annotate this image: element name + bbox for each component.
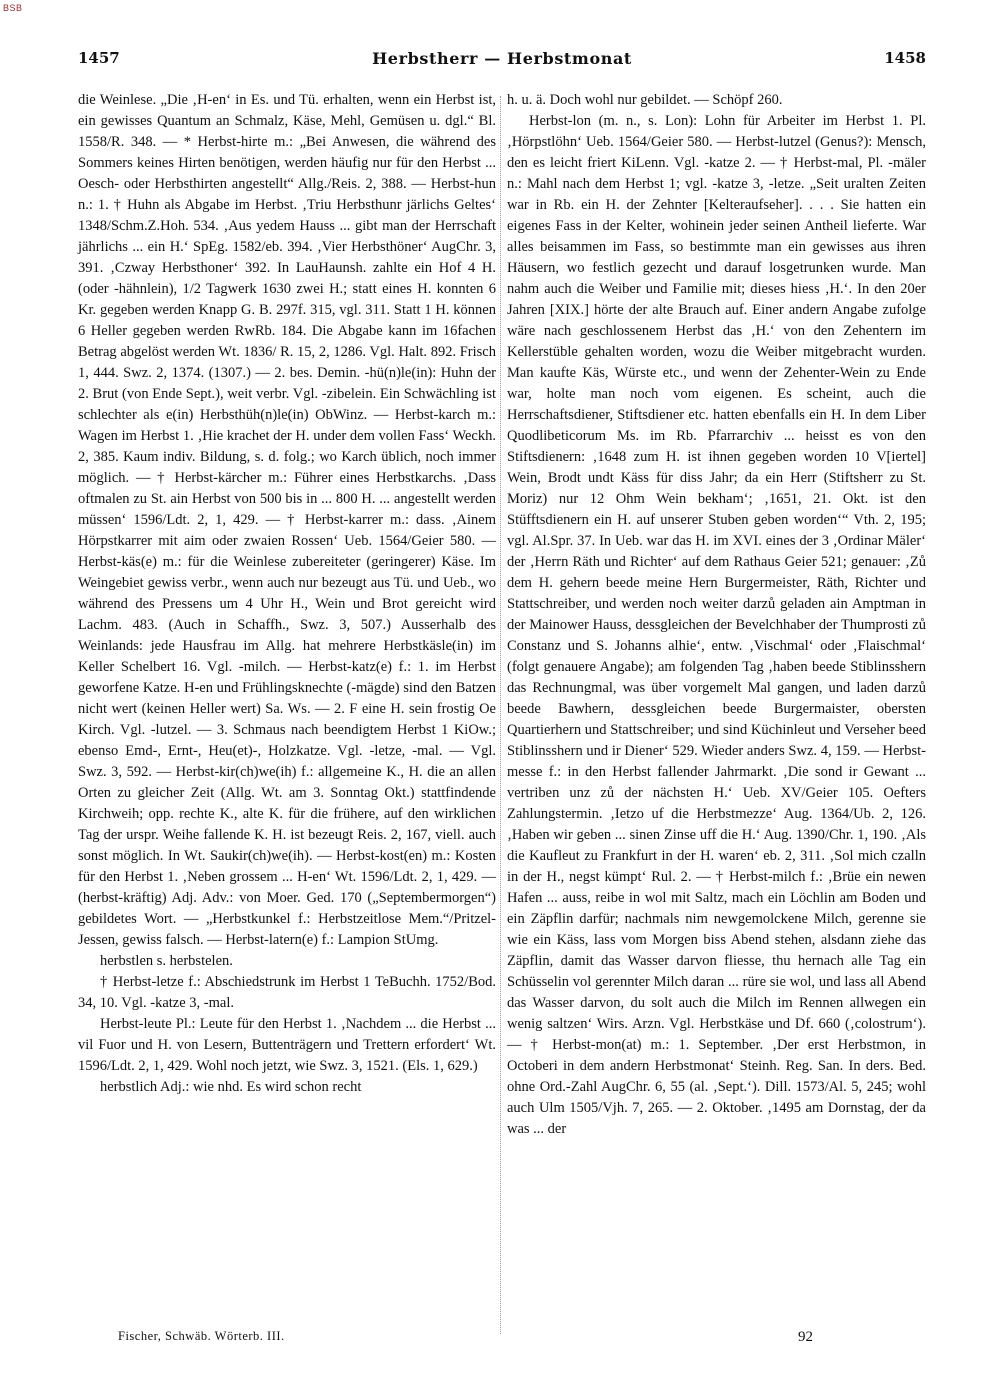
- entry-paragraph: † Herbst-letze f.: Abschiedstrunk im Herbst 1 TeBuchh. 1752/Bod. 34, 10. Vgl. -katze 3, -mal.: [78, 974, 496, 1011]
- right-column: [507, 90, 926, 1140]
- entry-paragraph: herbstlen s. herbstelen.: [100, 953, 233, 969]
- page-footer: [78, 1329, 926, 1351]
- page-header: [78, 49, 926, 73]
- entry-paragraph: herbstlich Adj.: wie nhd. Es wird schon recht: [100, 1079, 362, 1095]
- entry-paragraph: h. u. ä. Doch wohl nur gebildet. — Schöpf 260.: [507, 92, 783, 108]
- library-stamp: BSB: [3, 3, 23, 13]
- left-column: [78, 90, 496, 1098]
- sheet-number: 92: [798, 1329, 813, 1345]
- page-number-right: 1458: [884, 49, 926, 67]
- entry-paragraph: die Weinlese. „Die ‚H-en‘ in Es. und Tü. erhalten, wenn ein Herbst ist, ein gewisses Quantum an Schmalz, Käse, Mehl, Gemüsen u. dgl.“ Bl. 1558/R. 348. — * Herbst-hirte m.: „Bei Anwesen, die während des Sommers keines Hirten benötigen, werden häufig nur für den Herbst ... Oesch- oder Herbsthirten angestellt“ Allg./Reis. 2, 388. — Herbst-hun n.: 1. † Huhn als Abgabe im Herbst. ‚Triu Herbsthunr järlichs Geltes‘ 1348/Schm.Z.Hoh. 534. ‚Aus yedem Hauss ... gibt man der Herrschaft jährlichs ... ein H.‘ SpEg. 1582/eb. 394. ‚Vier Herbsthöner‘ AugChr. 3, 391. ‚Czway Herbsthoner‘ 392. In LauHaunsh. zahlte ein Hof 4 H. (oder -hähnlein), 1/2 Tagwerk 1630 zwei H.; statt eines H. konnten 6 Kr. gegeben werden Knapp G. B. 297f. 315, vgl. 311. Statt 1 H. können 6 Heller gegeben werden RwRb. 184. Die Abgabe kann im 16fachen Betrag abgelöst werden Wt. 1836/ R. 15, 2, 1286. Vgl. Halt. 892. Frisch 1, 444. Swz. 2, 1374. (1307.) — 2. bes. Demin. -hü(n)le(in): Huhn der 2. Brut (von Ende Sept.), weit verbr. Vgl. -zibelein. Ein Schwächling ist schlechter als e(in) Herbsthüh(n)le(in) ObWinz. — Herbst-karch m.: Wagen im Herbst 1. ‚Hie krachet der H. under dem vollen Fass‘ Weckh. 2, 385. Kaum indiv. Bildung, s. d. folg.; wo Karch üblich, noch immer möglich. — † Herbst-kärcher m.: Führer eines Herbstkarchs. ‚Dass oftmalen zu St. ain Herbst von 500 bis in ... 800 H. ... angestellt werden müssen‘ 1596/Ldt. 2, 1, 429. — † Herbst-karrer m.: dass. ‚Ainem Hörpstkarrer mit aim oder zwaien Rossen‘ Ueb. 1564/Geier 580. — Herbst-käs(e) m.: für die Weinlese zubereiteter (geringerer) Käse. Im Weingebiet gewiss verbr., wenn auch nur bezeugt aus Tü. und Ueb., wo während des Pressens um 4 Uhr H., Wein und Brot gereicht wird Lachm. 483. (Auch in Schaffh., Swz. 3, 507.) Ausserhalb des Weinlands: jede Hausfrau im Allg. hat mehrere Herbstkäsle(in) im Keller Schelbert 16. Vgl. -milch. — Herbst-katz(e) f.: 1. im Herbst geworfene Katze. H-en und Frühlingsknechte (-mägde) sind den Batzen nicht wert (keinen Heller wert) Sa. Ws. — 2. F eine H. sein frostig Oe Kirch. Vgl. -lutzel. — 3. Schmaus nach beendigtem Herbst 1 KiOw.; ebenso Emd-, Ernt-, Heu(et)-, Holzkatze. Vgl. -letze, -mal. — Vgl. Swz. 3, 592. — Herbst-kir(ch)we(ih) f.: allgemeine K., H. die an allen Orten zu gleicher Zeit (Allg. Wt. am 3. Sonntag Okt.) stattfindende Kirchweih; opp. rechte K., alte K. für die frühere, auf den wirklichen Tag der urspr. Weihe fallende K. H. ist bezeugt Reis. 2, 167, viell. auch sonst möglich. In Wt. Saukir(ch)we(ih). — Herbst-kost(en) m.: Kosten für den Herbst 1. ‚Neben grossem ... H-en‘ Wt. 1596/Ldt. 2, 1, 429. — (herbst-kräftig) Adj. Adv.: von Moer. Ged. 170 („Septembermorgen“) gebildetes Wort. — „Herbstkunkel f.: Herbstzeitlose Mem.“/Pritzel-Jessen, gewiss falsch. — Herbst-latern(e) f.: Lampion StUmg.: [78, 92, 496, 948]
- page-number-left: 1457: [78, 49, 120, 67]
- entry-paragraph: Herbst-leute Pl.: Leute für den Herbst 1. ‚Nachdem ... die Herbst ... vil Fuor und H. von Lesern, Buttenträgern und Trettern erfordert‘ Wt. 1596/Ldt. 2, 1, 429. Wohl noch jetzt, wie Swz. 3, 1521. (Els. 1, 629.): [78, 1016, 496, 1074]
- running-head: Herbstherr — Herbstmonat: [372, 49, 632, 68]
- entry-paragraph: Herbst-lon (m. n., s. Lon): Lohn für Arbeiter im Herbst 1. Pl. ‚Hörpstlöhn‘ Ueb. 1564/Geier 580. — Herbst-lutzel (Genus?): Mensch, den es leicht friert KiLenn. Vgl. -katze 2. — † Herbst-mal, Pl. -mäler n.: Mahl nach dem Herbst 1; vgl. -katze 3, -letze. „Seit uralten Zeiten war in Rb. ein H. der Zehnter [Kelteraufseher]. . . . Sie hatten ein eigenes Fass in der Kelter, wohinein jeder seinen Antheil lieferte. War alles beisammen im Fass, so bestimmte man ein gewisses aus ihren Häusern, wo festlich gezecht und darauf losgetrunken wurde. Man nahm auch die Weiber und Familie mit; dieses hiess ‚H.‘. In den 20er Jahren [XIX.] hörte der alte Brauch auf. Einer andern Angabe zufolge wäre nach geschlossenem Herbst das ‚H.‘ von den Zehentern im Kellerstüble gehalten worden, wozu die Weiber mitgebracht wurden. Man kaufte Käs, Würste etc., und wenn der Zehenter-Wein zu Ende war, holte man noch vom eigenen. Es scheint, auch die Herrschaftsdiener, Stiftsdiener etc. hatten ebenfalls ein H. In dem Liber Quodlibeticorum Ms. im Rb. Pfarrarchiv ... heisst es von den Stiftsdienern: ‚1648 zum H. ist ihnen gegeben worden 10 V[iertel] Wein, Brodt undt Käss für diss Jahr; da ein Herr (Stiftsherr zu St. Moriz) nur 12 Ohm Wein bekham‘; ‚1651, 21. Okt. ist den Stüfftsdienern ein H. auf unserer Stuben geben worden‘“ Vth. 2, 195; vgl. Al.Spr. 37. In Ueb. war das H. im XVI. eines der 3 ‚Ordinar Mäler‘ der ‚Herrn Räth und Richter‘ auf dem Rathaus Geier 521; genauer: ‚Zů dem H. gehern beede meine Hern Burgermeister, Räth, Richter und Stattschreiber, und werden noch weiter darzů geladen ain Amptman in der Mainower Hauss, dessgleichen der Bevelchhaber der Thumprosti zů Constanz und S. Johanns alhie‘, entw. ‚Vischmal‘ oder ‚Flaischmal‘ (folgt genauere Angabe); am folgenden Tag ‚haben beede Stiblinsshern das Rechnungmal, was über vorgemelt Mal gangen, und laden darzů beede Bawhern, dessgleichen beede Burgermaister, obersten Quartierhern und Stattschreiber; und sind Küchinleut und Verseher beed Stiblinsshern und ir Diener‘ 529. Wieder anders Swz. 4, 159. — Herbst-messe f.: in den Herbst fallender Jahrmarkt. ‚Die sond ir Gewant ... vertriben unz zů der nächsten H.‘ Ueb. XV/Geier 105. Oefters Zahlungstermin. ‚Ietzo uf die Herbstmezze‘ Aug. 1364/Ub. 2, 126. ‚Haben wir geben ... sinen Zinse uff die H.‘ Aug. 1390/Chr. 1, 190. ‚Als die Kaufleut zu Frankfurt in der H. waren‘ eb. 2, 311. ‚Sol mich czalln in der H., negst kümpt‘ Rul. 2. — † Herbst-milch f.: ‚Brüe ein newen Hafen ... auss, reibe in wol mit Saltz, mach ein Löchlin am Boden und ein Zäpflin darfür; nachmals nim newgemolckene Milch, gerenne sie wie ein Käss, lass vom Morgen biss Abend stehen, alsdann ziehe das Zäpflin, damit das Wasser darvon fliesse, thu hernach alle Tag ein Schüsselin vol gerennter Milch daran ... rüre sie wol, und lass all Abend das Wasser darvon, du solt auch die Milch im Rennen allwegen ein wenig saltzen‘ Wirs. Arzn. Vgl. Herbstkäse und Df. 660 (‚colostrum‘). — † Herbst-mon(at) m.: 1. September. ‚Der erst Herbstmon, in Octoberi in dem andern Herbstmonat‘ Steinh. Reg. San. In ders. Bed. ohne Ord.-Zahl AugChr. 6, 55 (al. ‚Sept.‘). Dill. 1573/Al. 5, 245; wohl auch Ulm 1505/Vjh. 7, 265. — 2. Oktober. ‚1495 am Dornstag, der da was ... der: [507, 113, 926, 1137]
- signature-line: Fischer, Schwäb. Wörterb. III.: [118, 1329, 285, 1343]
- column-divider: [500, 96, 501, 1334]
